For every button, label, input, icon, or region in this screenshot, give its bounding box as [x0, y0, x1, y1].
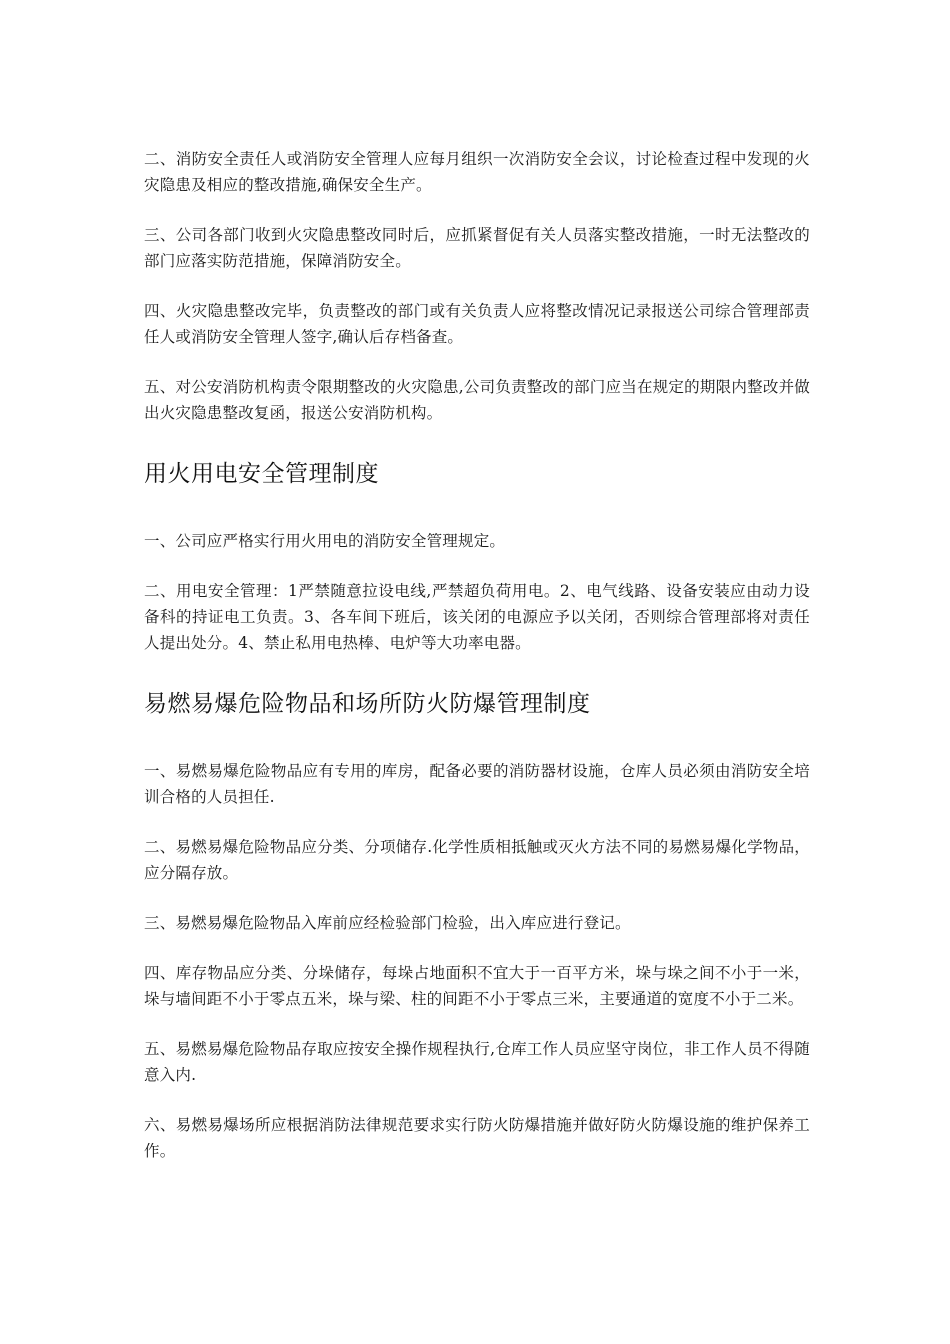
paragraph: 五、对公安消防机构责令限期整改的火灾隐患,公司负责整改的部门应当在规定的期限内整改并做出火灾隐患整改复函，报送公安消防机构。: [144, 378, 810, 422]
section-fire-electricity: [144, 458, 810, 656]
section-hazard-rectification: [144, 146, 810, 426]
paragraph: 一、公司应严格实行用火用电的消防安全管理规定。: [144, 532, 506, 550]
section-heading: 用火用电安全管理制度: [144, 461, 379, 487]
paragraph: 五、易燃易爆危险物品存取应按安全操作规程执行,仓库工作人员应坚守岗位，非工作人员不得随意入内.: [144, 1040, 810, 1084]
section-heading: 易燃易爆危险物品和场所防火防爆管理制度: [144, 691, 591, 717]
paragraph: 三、公司各部门收到火灾隐患整改同时后，应抓紧督促有关人员落实整改措施，一时无法整改的部门应落实防范措施，保障消防安全。: [144, 226, 810, 270]
document-page: [144, 146, 810, 1188]
paragraph: 四、火灾隐患整改完毕，负责整改的部门或有关负责人应将整改情况记录报送公司综合管理部责任人或消防安全管理人签字,确认后存档备查。: [144, 302, 810, 346]
paragraph: 二、用电安全管理：1严禁随意拉设电线,严禁超负荷用电。2、电气线路、设备安装应由动力设备科的持证电工负责。3、各车间下班后，该关闭的电源应予以关闭，否则综合管理部将对责任人提出处分。4、禁止私用电热棒、电炉等大功率电器。: [144, 582, 810, 652]
paragraph: 二、易燃易爆危险物品应分类、分项储存.化学性质相抵触或灭火方法不同的易燃易爆化学物品，应分隔存放。: [144, 838, 810, 882]
paragraph: 二、消防安全责任人或消防安全管理人应每月组织一次消防安全会议，讨论检查过程中发现的火灾隐患及相应的整改措施,确保安全生产。: [144, 150, 810, 194]
paragraph: 三、易燃易爆危险物品入库前应经检验部门检验，出入库应进行登记。: [144, 914, 631, 932]
paragraph: 六、易燃易爆场所应根据消防法律规范要求实行防火防爆措施并做好防火防爆设施的维护保养工作。: [144, 1116, 810, 1160]
paragraph: 四、库存物品应分类、分垛储存，每垛占地面积不宜大于一百平方米，垛与垛之间不小于一米，垛与墙间距不小于零点五米，垛与梁、柱的间距不小于零点三米，主要通道的宽度不小于二米。: [144, 964, 810, 1008]
section-flammable-explosive: [144, 688, 810, 1164]
paragraph: 一、易燃易爆危险物品应有专用的库房，配备必要的消防器材设施，仓库人员必须由消防安全培训合格的人员担任.: [144, 762, 810, 806]
